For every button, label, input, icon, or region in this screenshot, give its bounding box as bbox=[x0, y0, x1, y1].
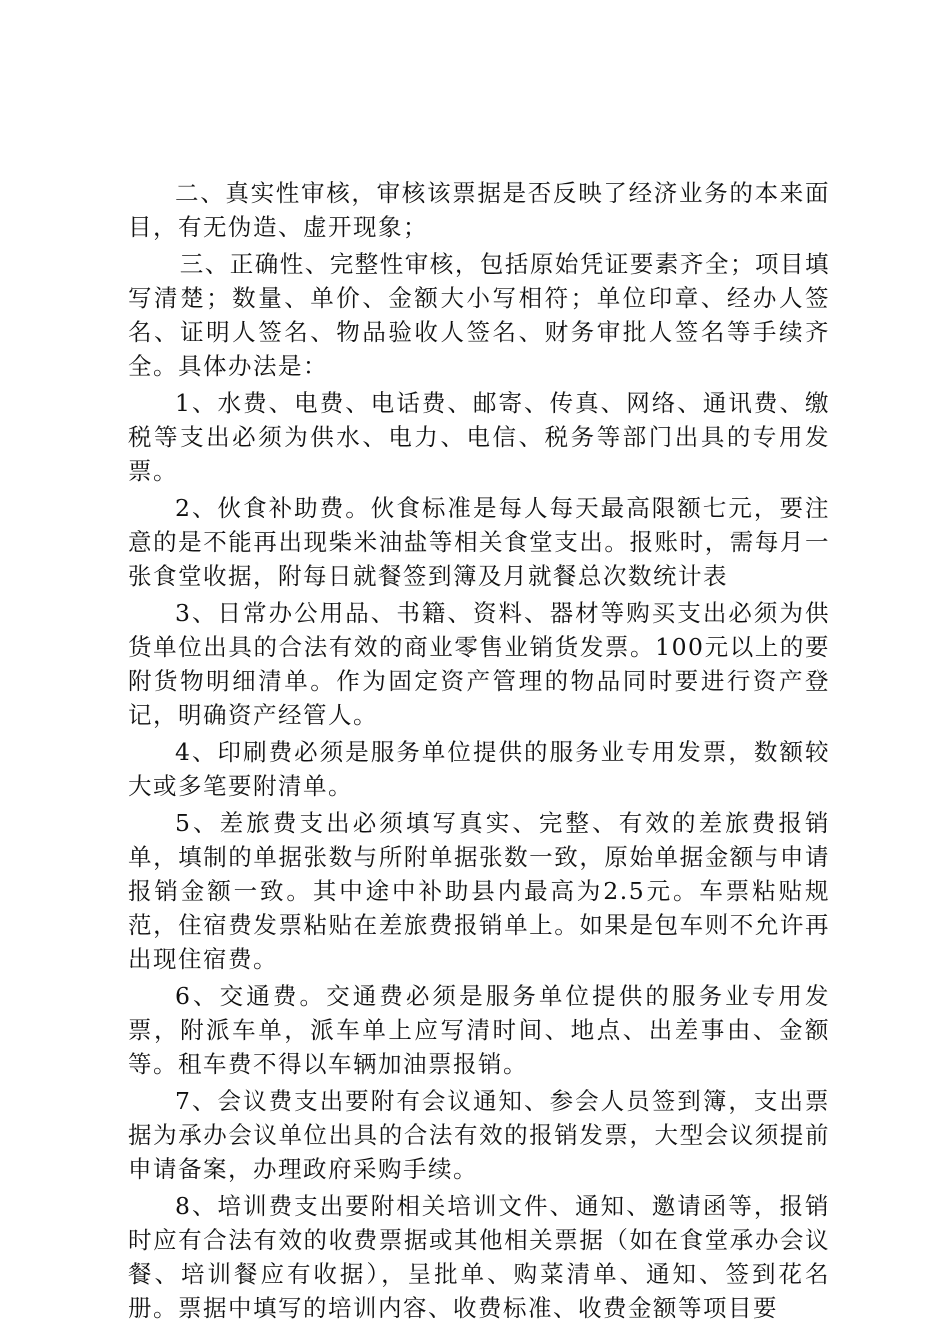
paragraph-correctness-review: 三、正确性、完整性审核，包括原始凭证要素齐全；项目填写清楚；数量、单价、金额大小写相符；单位印章、经办人签名、证明人签名、物品验收人签名、财务审批人签名等手续齐全。具体办法是： bbox=[128, 250, 830, 380]
paragraph-item-6-transport: 6、交通费。交通费必须是服务单位提供的服务业专用发票，附派车单，派车单上应写清时间、地点、出差事由、金额等。租车费不得以车辆加油票报销。 bbox=[128, 982, 830, 1078]
paragraph-authenticity-review: 二、真实性审核，审核该票据是否反映了经济业务的本来面目，有无伪造、虚开现象； bbox=[128, 179, 830, 241]
paragraph-item-5-travel: 5、差旅费支出必须填写真实、完整、有效的差旅费报销单，填制的单据张数与所附单据张数一致，原始单据金额与申请报销金额一致。其中途中补助县内最高为2.5元。车票粘贴规范，住宿费发票粘贴在差旅费报销单上。如果是包车则不允许再出现住宿费。 bbox=[128, 809, 830, 973]
paragraph-item-1-utilities: 1、水费、电费、电话费、邮寄、传真、网络、通讯费、缴税等支出必须为供水、电力、电信、税务等部门出具的专用发票。 bbox=[128, 389, 830, 485]
paragraph-item-2-meal-allowance: 2、伙食补助费。伙食标准是每人每天最高限额七元，要注意的是不能再出现柴米油盐等相关食堂支出。报账时，需每月一张食堂收据，附每日就餐签到簿及月就餐总次数统计表 bbox=[128, 494, 830, 590]
paragraph-item-3-office-supplies: 3、日常办公用品、书籍、资料、器材等购买支出必须为供货单位出具的合法有效的商业零售业销货发票。100元以上的要附货物明细清单。作为固定资产管理的物品同时要进行资产登记，明确资产经管人。 bbox=[128, 599, 830, 729]
paragraph-item-8-training: 8、培训费支出要附相关培训文件、通知、邀请函等，报销时应有合法有效的收费票据或其他相关票据（如在食堂承办会议餐、培训餐应有收据），呈批单、购菜清单、通知、签到花名册。票据中填写的培训内容、收费标准、收费金额等项目要 bbox=[128, 1192, 830, 1322]
paragraph-item-7-meetings: 7、会议费支出要附有会议通知、参会人员签到簿，支出票据为承办会议单位出具的合法有效的报销发票，大型会议须提前申请备案，办理政府采购手续。 bbox=[128, 1087, 830, 1183]
paragraph-item-4-printing: 4、印刷费必须是服务单位提供的服务业专用发票，数额较大或多笔要附清单。 bbox=[128, 738, 830, 800]
document-body bbox=[128, 176, 830, 1328]
